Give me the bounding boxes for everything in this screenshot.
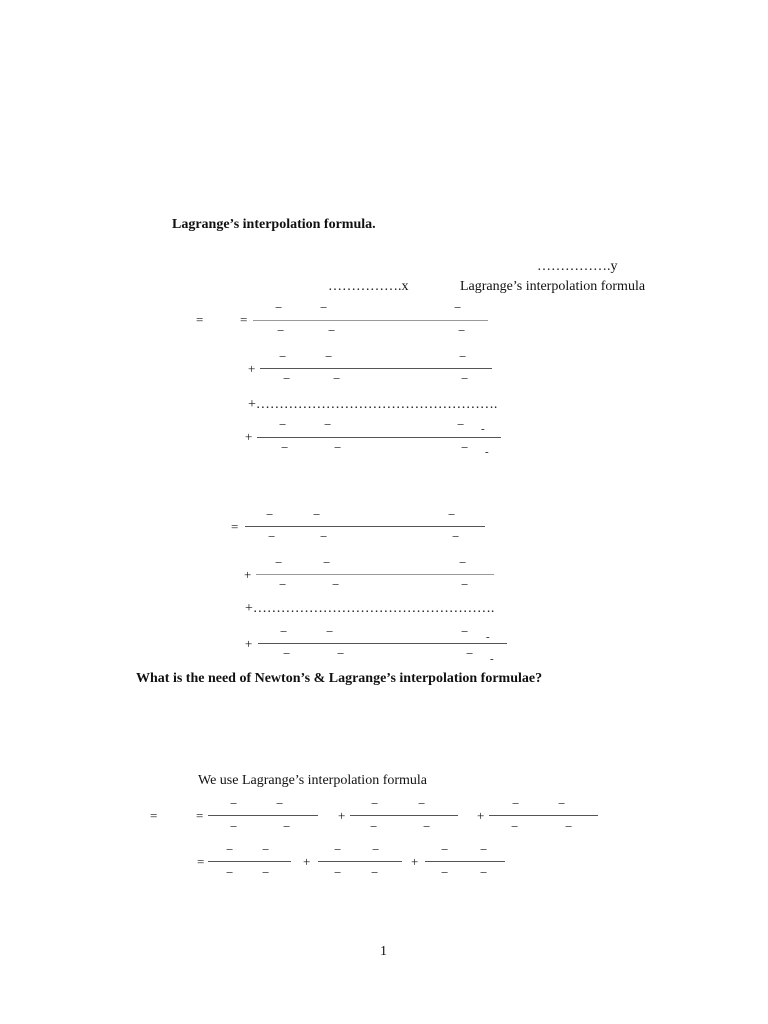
minus-sign: − [466, 646, 474, 661]
fraction-bar [253, 320, 488, 321]
minus-sign: − [558, 796, 566, 811]
minus-sign: − [226, 865, 234, 880]
minus-sign: − [565, 819, 573, 834]
plus-sign: + [411, 854, 419, 869]
minus-sign: − [372, 842, 380, 857]
fraction-bar [208, 815, 318, 816]
minus-sign: − [283, 646, 291, 661]
plus-sign: + [245, 429, 253, 444]
plus-sign: + [303, 854, 311, 869]
small-minus-sign: - [481, 423, 485, 435]
minus-sign: − [226, 842, 234, 857]
minus-sign: − [457, 417, 465, 432]
minus-sign: − [268, 529, 276, 544]
plus-dots-line: +……………………………………………. [248, 397, 498, 412]
plus-sign: + [244, 567, 252, 582]
minus-sign: − [459, 555, 467, 570]
minus-sign: − [448, 507, 456, 522]
minus-sign: − [277, 323, 285, 338]
plus-sign: + [477, 808, 485, 823]
minus-sign: − [452, 529, 460, 544]
plus-sign: + [338, 808, 346, 823]
we-use-text: We use Lagrange’s interpolation formula [198, 773, 428, 788]
minus-sign: − [328, 323, 336, 338]
plus-dots-line: +……………………………………………. [245, 601, 495, 616]
minus-sign: − [323, 555, 331, 570]
section-heading-lagrange: Lagrange’s interpolation formula. [172, 217, 376, 232]
minus-sign: − [458, 323, 466, 338]
minus-sign: − [313, 507, 321, 522]
minus-sign: − [262, 865, 270, 880]
minus-sign: − [480, 842, 488, 857]
minus-sign: − [334, 865, 342, 880]
lagrange-label: Lagrange’s interpolation formula [460, 279, 646, 294]
equals-sign: = [231, 519, 239, 534]
minus-sign: − [281, 440, 289, 455]
equals-sign: = [196, 808, 204, 823]
small-minus-sign: - [490, 653, 494, 665]
fraction-bar [258, 643, 507, 644]
minus-sign: − [324, 417, 332, 432]
minus-sign: − [454, 300, 462, 315]
section-heading-need: What is the need of Newton’s & Lagrange’s interpolation formulae? [136, 671, 543, 686]
fraction-bar [257, 437, 501, 438]
minus-sign: − [320, 300, 328, 315]
minus-sign: − [459, 349, 467, 364]
minus-sign: − [418, 796, 426, 811]
minus-sign: − [283, 371, 291, 386]
minus-sign: − [279, 577, 287, 592]
minus-sign: − [333, 371, 341, 386]
minus-sign: − [461, 440, 469, 455]
equals-sign: = [240, 312, 248, 327]
minus-sign: − [371, 865, 379, 880]
fraction-bar [260, 368, 492, 369]
minus-sign: − [334, 440, 342, 455]
minus-sign: − [230, 796, 238, 811]
fraction-bar [208, 861, 291, 862]
minus-sign: − [325, 349, 333, 364]
equals-sign: = [150, 808, 158, 823]
minus-sign: − [480, 865, 488, 880]
minus-sign: − [441, 865, 449, 880]
page-number: 1 [380, 944, 387, 959]
minus-sign: − [423, 819, 431, 834]
minus-sign: − [441, 842, 449, 857]
minus-sign: − [334, 842, 342, 857]
minus-sign: − [279, 417, 287, 432]
minus-sign: − [275, 555, 283, 570]
equals-sign: = [197, 854, 205, 869]
minus-sign: − [275, 300, 283, 315]
fraction-bar [245, 526, 485, 527]
fraction-bar [350, 815, 458, 816]
minus-sign: − [320, 529, 328, 544]
fraction-bar [256, 574, 494, 575]
minus-sign: − [279, 349, 287, 364]
minus-sign: − [262, 842, 270, 857]
minus-sign: − [276, 796, 284, 811]
small-minus-sign: - [485, 446, 489, 458]
minus-sign: − [326, 624, 334, 639]
dots-x-line: …………….x [328, 279, 409, 294]
minus-sign: − [371, 796, 379, 811]
minus-sign: − [511, 819, 519, 834]
minus-sign: − [332, 577, 340, 592]
minus-sign: − [337, 646, 345, 661]
fraction-bar [425, 861, 505, 862]
minus-sign: − [370, 819, 378, 834]
minus-sign: − [461, 371, 469, 386]
minus-sign: − [512, 796, 520, 811]
equals-sign: = [196, 312, 204, 327]
dots-y-line: …………….y [537, 259, 618, 274]
minus-sign: − [283, 819, 291, 834]
minus-sign: − [230, 819, 238, 834]
minus-sign: − [280, 624, 288, 639]
minus-sign: − [461, 624, 469, 639]
fraction-bar [318, 861, 402, 862]
minus-sign: − [266, 507, 274, 522]
minus-sign: − [461, 577, 469, 592]
plus-sign: + [248, 361, 256, 376]
plus-sign: + [245, 636, 253, 651]
small-minus-sign: - [486, 631, 490, 643]
fraction-bar [489, 815, 598, 816]
